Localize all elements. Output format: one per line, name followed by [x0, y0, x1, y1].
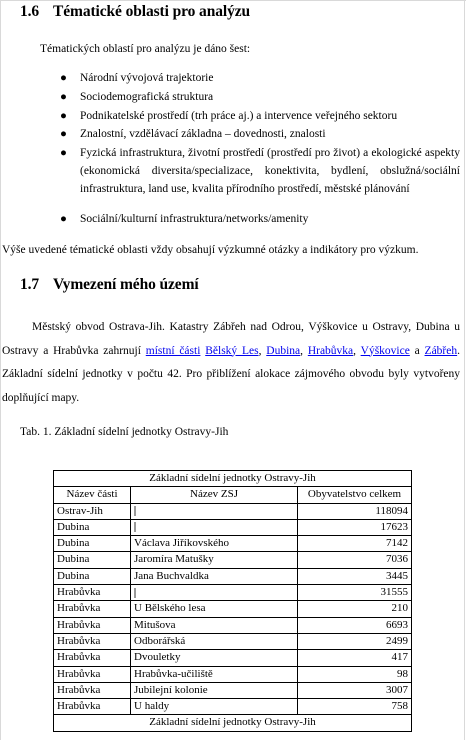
link-mistni-casti[interactable]: místní části	[145, 344, 201, 357]
list-item: ● Sociodemografická struktura	[80, 88, 460, 106]
bullet-icon: ●	[60, 147, 67, 159]
table-row: Hrabůvka Odborářská 2499	[54, 633, 412, 649]
cell-marker	[134, 522, 136, 532]
table-row: Hrabůvka Jubilejní kolonie 3007	[54, 682, 412, 698]
list-item: ● Fyzická infrastruktura, životní prostředí (prostředí pro život) a ekologické aspekty (ekonomická diversita/specializace, konektivita, bydlení, obslužná/sociální infrastruktura, land use, kvalita přírodního prostředí, městské plánování	[80, 144, 460, 198]
link-hrabuvka[interactable]: Hrabůvka	[307, 344, 354, 357]
section-title: Vymezení mého území	[53, 276, 199, 293]
section-heading-1-7	[20, 276, 199, 294]
bullet-icon: ●	[60, 128, 67, 140]
zsj-table	[53, 470, 412, 732]
cell-marker	[134, 588, 136, 598]
section-number: 1.7	[20, 276, 40, 293]
table-row: Dubina Jaromíra Matušky 7036	[54, 552, 412, 568]
list-item: ● Znalostní, vzdělávací základna – dovednosti, znalosti	[80, 125, 460, 143]
section-heading-1-6	[20, 3, 250, 21]
section-number: 1.6	[20, 3, 40, 20]
table-row: Ostrav-Jih 118094	[54, 503, 412, 519]
list-item: ● Sociální/kulturní infrastruktura/networks/amenity	[80, 210, 460, 228]
page-border-left	[0, 0, 1, 740]
table-row: Hrabůvka U haldy 758	[54, 699, 412, 715]
table-row: Hrabůvka Hrabůvka-učiliště 98	[54, 666, 412, 682]
link-zabreh[interactable]: Zábřeh	[424, 344, 458, 357]
table-row: Dubina 17623	[54, 519, 412, 535]
page-border-top	[0, 0, 466, 1]
table-caption: Tab. 1. Základní sídelní jednotky Ostravy-Jih	[20, 426, 229, 438]
table-title-row	[54, 471, 412, 487]
column-header: Název ZSJ	[131, 487, 298, 503]
bullet-icon: ●	[60, 110, 67, 122]
page-border-right	[464, 0, 465, 740]
table-row: Hrabůvka Dvouletky 417	[54, 650, 412, 666]
table-title: Základní sídelní jednotky Ostravy-Jih	[54, 471, 412, 487]
table-row: Hrabůvka Mitušova 6693	[54, 617, 412, 633]
bullet-icon: ●	[60, 72, 67, 84]
link-belsky-les[interactable]: Bělský Les	[205, 344, 259, 357]
link-vyskovice[interactable]: Výškovice	[360, 344, 410, 357]
bullet-icon: ●	[60, 213, 67, 225]
table-row: Hrabůvka U Bělského lesa 210	[54, 601, 412, 617]
list-item: ● Národní vývojová trajektorie	[80, 69, 460, 87]
section-title: Tématické oblasti pro analýzu	[53, 3, 251, 20]
column-header: Obyvatelstvo celkem	[298, 487, 412, 503]
table-row: Dubina Václava Jiříkovského 7142	[54, 536, 412, 552]
intro-paragraph: Tématických oblastí pro analýzu je dáno šest:	[40, 43, 251, 55]
summary-paragraph: Výše uvedené tématické oblasti vždy obsahují výzkumné otázky a indikátory pro výzkum.	[2, 244, 419, 256]
column-header: Název části	[54, 487, 131, 503]
table-header-row	[54, 487, 412, 503]
area-paragraph: Městský obvod Ostrava-Jih. Katastry Zábřeh nad Odrou, Výškovice u Ostravy, Dubina u Ostravy a Hrabůvka zahrnují místní části Bělský Les, Dubina, Hrabůvka, Výškovice a Zábřeh. Základní sídelní jednotky v počtu 42. Pro přiblížení alokace zájmového obvodu byly vytvořeny doplňující mapy.	[2, 321, 460, 404]
cell-marker	[134, 506, 136, 516]
table-row: Hrabůvka 31555	[54, 585, 412, 601]
table-footer-row	[54, 715, 412, 731]
table-row: Dubina Jana Buchvaldka 3445	[54, 568, 412, 584]
list-item: ● Podnikatelské prostředí (trh práce aj.) a intervence veřejného sektoru	[80, 107, 460, 125]
table-footer: Základní sídelní jednotky Ostravy-Jih	[54, 715, 412, 731]
link-dubina[interactable]: Dubina	[266, 344, 301, 357]
bullet-icon: ●	[60, 91, 67, 103]
